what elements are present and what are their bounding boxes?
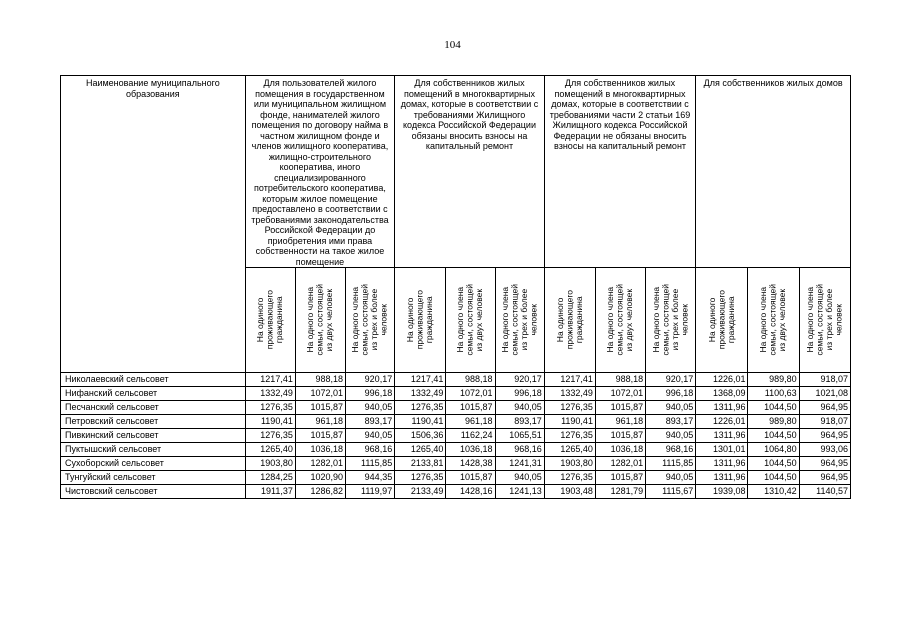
value-cell: 1190,41 [395, 415, 446, 429]
value-cell: 893,17 [646, 415, 696, 429]
value-cell: 920,17 [646, 373, 696, 387]
group-header-users: Для пользователей жилого помещения в государственном или муниципальном жилищном фонде, нанимателей жилого помещения по договору найма в частном жилищном фонде и членов жилищного кооператива, жилищно-строительного кооператива, иного специализированного потребительского кооператива, которым жилое помещение предоставлено в соответствии с требованиями законодательства Российской Федерации до приобретения ими права собственности на такое жилое помещение [245, 76, 395, 268]
sub-header-label: На одного члена семьи, состоящей из двух человек [305, 284, 335, 356]
value-cell: 961,18 [295, 415, 345, 429]
subsidy-table [60, 75, 851, 499]
value-cell: 1100,63 [748, 387, 799, 401]
sub-header-cell [495, 268, 544, 373]
value-cell: 1115,67 [646, 485, 696, 499]
table-row [61, 457, 851, 471]
value-cell: 1265,40 [544, 443, 595, 457]
value-cell: 1217,41 [544, 373, 595, 387]
municipality-name-cell: Чистовский сельсовет [61, 485, 246, 499]
value-cell: 968,16 [646, 443, 696, 457]
value-cell: 1311,96 [696, 457, 748, 471]
value-cell: 1284,25 [245, 471, 295, 485]
value-cell: 1044,50 [748, 457, 799, 471]
value-cell: 1217,41 [245, 373, 295, 387]
municipality-name-cell: Тунгуйский сельсовет [61, 471, 246, 485]
sub-header-label: На одного члена семьи, состоящей из трех и более человек [650, 284, 690, 356]
value-cell: 1276,35 [395, 401, 446, 415]
sub-header-label: На одиного проживающего гражданина [554, 290, 584, 350]
value-cell: 940,05 [495, 401, 544, 415]
group-header-house-owners: Для собственников жилых домов [696, 76, 851, 268]
value-cell: 996,18 [646, 387, 696, 401]
value-cell: 940,05 [495, 471, 544, 485]
value-cell: 1332,49 [245, 387, 295, 401]
sub-header-cell [346, 268, 395, 373]
sub-header-cell [799, 268, 850, 373]
table-row [61, 429, 851, 443]
value-cell: 996,18 [346, 387, 395, 401]
value-cell: 1015,87 [295, 401, 345, 415]
sub-header-label: На одного члена семьи, состоящей из трех и более человек [350, 284, 389, 356]
value-cell: 1015,87 [595, 471, 645, 485]
value-cell: 1036,18 [595, 443, 645, 457]
value-cell: 1903,80 [544, 457, 595, 471]
municipality-column-header: Наименование муниципального образования [61, 76, 246, 373]
value-cell: 1276,35 [395, 471, 446, 485]
sub-header-cell [295, 268, 345, 373]
value-cell: 1311,96 [696, 429, 748, 443]
value-cell: 1265,40 [245, 443, 295, 457]
value-cell: 1276,35 [544, 471, 595, 485]
table-row [61, 415, 851, 429]
value-cell: 1332,49 [544, 387, 595, 401]
value-cell: 1162,24 [446, 429, 495, 443]
value-cell: 996,18 [495, 387, 544, 401]
value-cell: 940,05 [646, 429, 696, 443]
value-cell: 1226,01 [696, 415, 748, 429]
value-cell: 944,35 [346, 471, 395, 485]
value-cell: 1276,35 [544, 429, 595, 443]
sub-header-label: На одиного проживающего гражданина [255, 290, 284, 350]
value-cell: 1903,48 [544, 485, 595, 499]
value-cell: 1428,38 [446, 457, 495, 471]
group-header-owners-not-obliged: Для собственников жилых помещений в многоквартирных домах, которые в соответствии с требованиями части 2 статьи 169 Жилищного кодекса Российской Федерации не обязаны вносить взносы на капитальный ремонт [544, 76, 696, 268]
value-cell: 1310,42 [748, 485, 799, 499]
table-row [61, 373, 851, 387]
value-cell: 1190,41 [245, 415, 295, 429]
group-header-owners-obliged: Для собственников жилых помещений в многоквартирных домах, которые в соответствии с требованиями Жилищного кодекса Российской Федерации обязаны вносить взносы на капитальный ремонт [395, 76, 545, 268]
value-cell: 1015,87 [595, 429, 645, 443]
sub-header-cell [646, 268, 696, 373]
value-cell: 893,17 [346, 415, 395, 429]
sub-header-label: На одного члена семьи, состоящей из трех и более человек [499, 284, 539, 356]
table-row [61, 443, 851, 457]
value-cell: 964,95 [799, 471, 850, 485]
value-cell: 940,05 [346, 429, 395, 443]
value-cell: 1903,80 [245, 457, 295, 471]
sub-header-cell [395, 268, 446, 373]
value-cell: 2133,49 [395, 485, 446, 499]
value-cell: 1276,35 [245, 401, 295, 415]
value-cell: 940,05 [346, 401, 395, 415]
sub-header-cell [544, 268, 595, 373]
value-cell: 1015,87 [295, 429, 345, 443]
value-cell: 1428,16 [446, 485, 495, 499]
sub-header-cell [595, 268, 645, 373]
municipality-name-cell: Сухоборский сельсовет [61, 457, 246, 471]
value-cell: 1044,50 [748, 429, 799, 443]
table-row [61, 471, 851, 485]
municipality-name-cell: Пивкинский сельсовет [61, 429, 246, 443]
table-row [61, 401, 851, 415]
value-cell: 940,05 [646, 471, 696, 485]
value-cell: 920,17 [346, 373, 395, 387]
sub-header-label: На одиного проживающего гражданина [706, 290, 736, 350]
value-cell: 1119,97 [346, 485, 395, 499]
value-cell: 1332,49 [395, 387, 446, 401]
value-cell: 1072,01 [446, 387, 495, 401]
value-cell: 964,95 [799, 401, 850, 415]
value-cell: 1282,01 [295, 457, 345, 471]
value-cell: 968,16 [346, 443, 395, 457]
value-cell: 1072,01 [295, 387, 345, 401]
value-cell: 968,16 [495, 443, 544, 457]
sub-header-label: На одного члена семьи, состоящей из трех и более человек [804, 284, 844, 356]
value-cell: 918,07 [799, 373, 850, 387]
value-cell: 1036,18 [446, 443, 495, 457]
value-cell: 1281,79 [595, 485, 645, 499]
municipality-name-cell: Песчанский сельсовет [61, 401, 246, 415]
value-cell: 893,17 [495, 415, 544, 429]
page-number: 104 [444, 39, 461, 51]
value-cell: 1015,87 [595, 401, 645, 415]
value-cell: 1506,36 [395, 429, 446, 443]
value-cell: 989,80 [748, 415, 799, 429]
value-cell: 1065,51 [495, 429, 544, 443]
value-cell: 918,07 [799, 415, 850, 429]
sub-header-label: На одиного проживающего гражданина [405, 290, 435, 350]
value-cell: 1115,85 [346, 457, 395, 471]
value-cell: 961,18 [595, 415, 645, 429]
value-cell: 1020,90 [295, 471, 345, 485]
sub-header-cell [446, 268, 495, 373]
value-cell: 1282,01 [595, 457, 645, 471]
municipality-name-cell: Петровский сельсовет [61, 415, 246, 429]
value-cell: 1241,13 [495, 485, 544, 499]
value-cell: 1241,31 [495, 457, 544, 471]
value-cell: 1064,80 [748, 443, 799, 457]
sub-header-label: На одного члена семьи, состоящей из двух человек [758, 284, 788, 356]
value-cell: 1021,08 [799, 387, 850, 401]
value-cell: 1311,96 [696, 471, 748, 485]
value-cell: 940,05 [646, 401, 696, 415]
value-cell: 961,18 [446, 415, 495, 429]
value-cell: 1190,41 [544, 415, 595, 429]
value-cell: 988,18 [595, 373, 645, 387]
value-cell: 1036,18 [295, 443, 345, 457]
value-cell: 988,18 [446, 373, 495, 387]
value-cell: 1217,41 [395, 373, 446, 387]
sub-header-cell [748, 268, 799, 373]
value-cell: 1140,57 [799, 485, 850, 499]
value-cell: 920,17 [495, 373, 544, 387]
value-cell: 964,95 [799, 429, 850, 443]
sub-header-cell [245, 268, 295, 373]
municipality-name-cell: Пуктышский сельсовет [61, 443, 246, 457]
value-cell: 1311,96 [696, 401, 748, 415]
value-cell: 1015,87 [446, 401, 495, 415]
municipality-name-cell: Николаевский сельсовет [61, 373, 246, 387]
value-cell: 1368,09 [696, 387, 748, 401]
value-cell: 1301,01 [696, 443, 748, 457]
table-row [61, 485, 851, 499]
value-cell: 1911,37 [245, 485, 295, 499]
municipality-name-cell: Нифанский сельсовет [61, 387, 246, 401]
sub-header-label: На одного члена семьи, состоящей из двух человек [455, 284, 485, 356]
value-cell: 1939,08 [696, 485, 748, 499]
value-cell: 1276,35 [245, 429, 295, 443]
value-cell: 993,06 [799, 443, 850, 457]
value-cell: 1044,50 [748, 471, 799, 485]
value-cell: 2133,81 [395, 457, 446, 471]
sub-header-label: На одного члена семьи, состоящей из двух человек [605, 284, 635, 356]
value-cell: 988,18 [295, 373, 345, 387]
table-row [61, 387, 851, 401]
value-cell: 1226,01 [696, 373, 748, 387]
value-cell: 1072,01 [595, 387, 645, 401]
value-cell: 1044,50 [748, 401, 799, 415]
value-cell: 1276,35 [544, 401, 595, 415]
value-cell: 1015,87 [446, 471, 495, 485]
sub-header-cell [696, 268, 748, 373]
value-cell: 1286,82 [295, 485, 345, 499]
value-cell: 989,80 [748, 373, 799, 387]
value-cell: 964,95 [799, 457, 850, 471]
group-header-row [61, 76, 851, 268]
table-body [61, 373, 851, 499]
value-cell: 1115,85 [646, 457, 696, 471]
value-cell: 1265,40 [395, 443, 446, 457]
